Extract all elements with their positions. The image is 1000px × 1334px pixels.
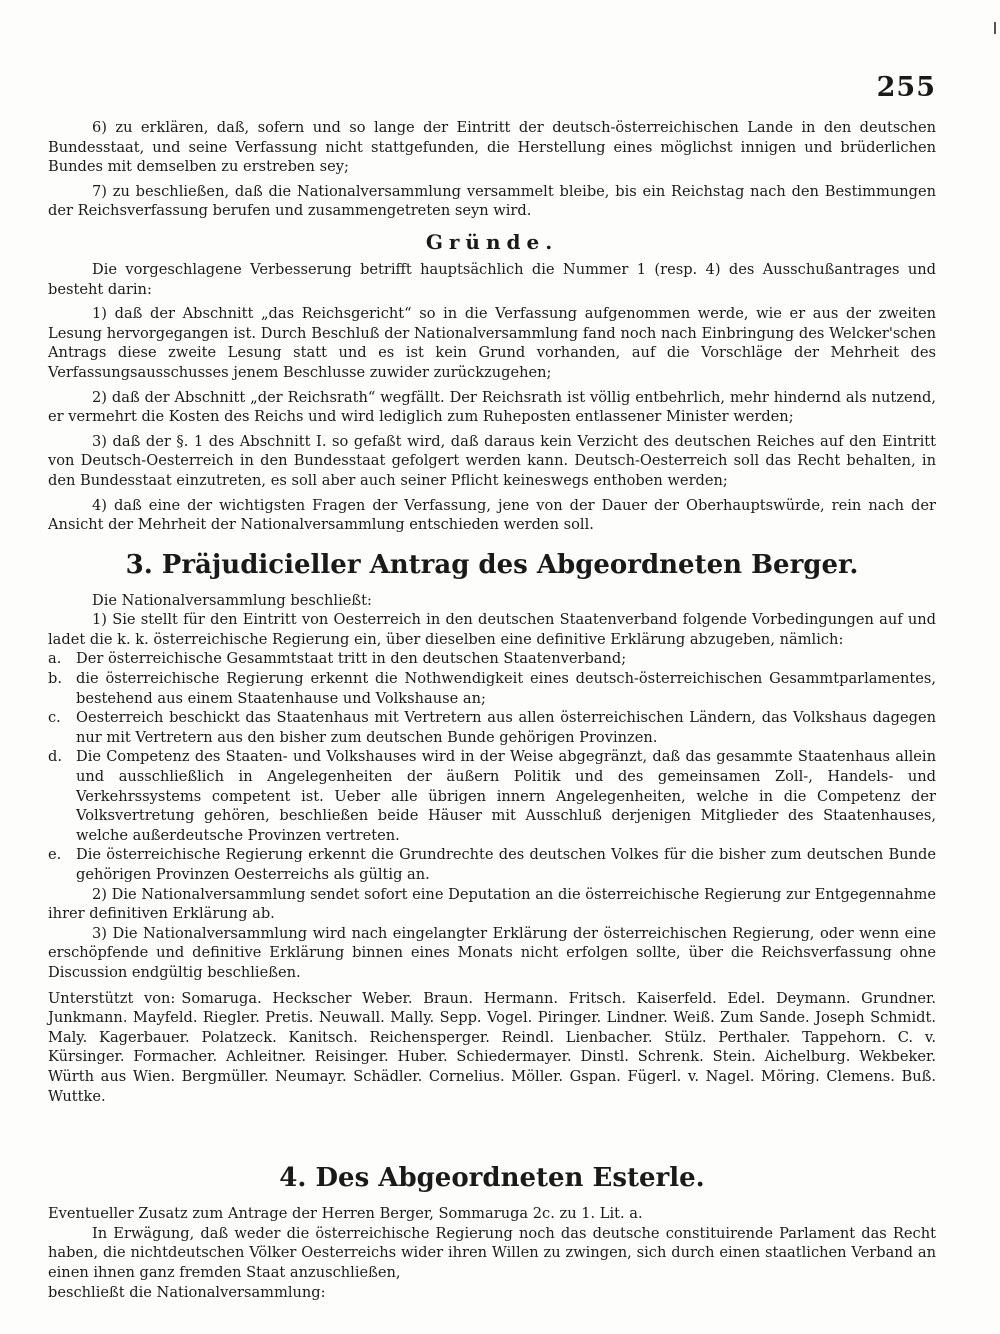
section-3-point-3: 3) Die Nationalversammlung wird nach eingelangter Erklärung der österreichischen Regierung, oder wenn eine erschöpfende und definitive Erklärung binnen eines Monats nicht erfolgen sollte, über die Reichsverfassung ohne Discussion endgültig beschließen. [48,924,936,981]
supporters-label: Unterstützt von: [48,989,176,1007]
letter-label: e. [48,846,62,864]
supporters-list [48,989,936,1107]
letter-item-d [48,747,936,845]
letter-label: b. [48,670,62,688]
gruende-intro: Die vorgeschlagene Verbesserung betrifft hauptsächlich die Nummer 1 (resp. 4) des Ausschußantrages und besteht darin: [48,260,936,298]
item-7: 7) zu beschließen, daß die Nationalversammlung versammelt bleibe, bis ein Reichstag nach den Bestimmungen der Reichsverfassung berufen und zusammengetreten seyn wird. [48,182,936,220]
letter-text: Die Competenz des Staaten- und Volkshauses wird in der Weise abgegränzt, daß das gesammte Staatenhaus allein und ausschließlich in Angelegenheiten der äußern Politik und des gemeinsamen Zoll-, Handels- und Verkehrssystems competent ist. Ueber alle übrigen innern Angelegenheiten, welche in die Competenz der Volksvertretung gehören, beschließen beide Häuser mit Ausschluß derjenigen Mitglieder des Staatenhauses, welche außerdeutsche Provinzen vertreten. [76,748,936,844]
section-3-title: 3. Präjudicieller Antrag des Abgeordneten Berger. [125,549,859,580]
letter-text: die österreichische Regierung erkennt die Nothwendigkeit eines deutsch-österreichischen Gesammtparlamentes, bestehend aus einem Staatenhause und Volkshause an; [76,670,936,707]
section-4-title: 4. Des Abgeordneten Esterle. [279,1163,705,1194]
gruende-item-3: 3) daß der §. 1 des Abschnitt I. so gefaßt wird, daß daraus kein Verzicht des deutschen Reiches auf den Eintritt von Deutsch-Oesterreich in den Bundesstaat gefolgert werden kann. Deutsch-Oesterreich soll das Recht behalten, in den Bundesstaat einzutreten, es soll aber auch seiner Pflicht keineswegs enthoben werden; [48,432,936,489]
supporters-names: Somaruga. Heckscher Weber. Braun. Hermann. Fritsch. Kaiserfeld. Edel. Deymann. Grundner. Junkmann. Mayfeld. Riegler. Pretis. Neuwall. Mally. Sepp. Vogel. Piringer. Lindner. Weiß. Zum Sande. Joseph Schmidt. Maly. Kagerbauer. Polatzeck. Kanitsch. Reichensperger. Reindl. Lienbacher. Stülz. Perthaler. Tappehorn. C. v. Kürsinger. Formacher. Achleitner. Reisinger. Huber. Schiedermayer. Dinstl. Schrenk. Stein. Aichelburg. Wekbeker. Würth aus Wien. Bergmüller. Neumayr. Schädler. Cornelius. Möller. Gspan. Fügerl. v. Nagel. Möring. Clemens. Buß. Wuttke. [48,989,936,1105]
letter-item-e [48,845,936,884]
item-6: 6) zu erklären, daß, sofern und so lange der Eintritt der deutsch-österreichischen Lande in den deutschen Bundesstaat, und seine Verfassung nicht stattgefunden, die Herstellung eines möglichst innigen und brüderlichen Bundes mit demselben zu erstreben sey; [48,119,936,176]
letter-item-c [48,708,936,747]
letter-text: Der österreichische Gesammtstaat tritt in den deutschen Staatenverband; [76,650,627,668]
letter-label: a. [48,650,62,668]
letter-item-b [48,669,936,708]
letter-text: Oesterreich beschickt das Staatenhaus mit Vertretern aus allen österreichischen Ländern, das Volkshaus dagegen nur mit Vertretern aus den bisher zum deutschen Bunde gehörigen Provinzen. [76,709,936,746]
gruende-item-2: 2) daß der Abschnitt „der Reichsrath“ wegfällt. Der Reichsrath ist völlig entbehrlich, mehr hindernd als nutzend, er vermehrt die Kosten des Reichs und wird lediglich zum Ruheposten entlassener Minister werden; [48,388,936,426]
letter-text: Die österreichische Regierung erkennt die Grundrechte des deutschen Volkes für die bisher zum deutschen Bunde gehörigen Provinzen Oesterreichs als gültig an. [76,846,936,883]
section-3-intro: Die Nationalversammlung beschließt: [92,591,372,609]
section-4-line-1: Eventueller Zusatz zum Antrage der Herren Berger, Sommaruga 2c. zu 1. Lit. a. [48,1205,643,1223]
letter-label: d. [48,748,62,766]
page-number: 255 [876,72,936,103]
gruende-item-4: 4) daß eine der wichtigsten Fragen der Verfassung, jene von der Dauer der Oberhauptswürde, rein nach der Ansicht der Mehrheit der Nationalversammlung entschieden werden soll. [48,496,936,534]
letter-item-a [48,649,936,669]
section-4-paragraph: In Erwägung, daß weder die österreichische Regierung noch das deutsche constituirende Parlament das Recht haben, die nichtdeutschen Völker Oesterreichs wider ihren Willen zu zwingen, sich durch einen staatlichen Verband an einen ihnen ganz fremden Staat anzuschließen, [48,1224,936,1281]
scan-edge-mark [994,22,996,34]
section-3-point-2: 2) Die Nationalversammlung sendet sofort eine Deputation an die österreichische Regierung zur Entgegennahme ihrer definitiven Erklärung ab. [48,885,936,923]
section-4-last-line: beschließt die Nationalversammlung: [48,1283,326,1301]
letter-label: c. [48,709,61,727]
gruende-heading: Gründe. [425,229,559,254]
page-content [48,118,936,1302]
section-3-point-1: 1) Sie stellt für den Eintritt von Oesterreich in den deutschen Staatenverband folgende Vorbedingungen auf und ladet die k. k. österreichische Regierung ein, über dieselben eine definitive Erklärung abzugeben, nämlich: [48,611,936,648]
gruende-item-1: 1) daß der Abschnitt „das Reichsgericht“ so in die Verfassung aufgenommen werde, wie er aus der zweiten Lesung hervorgegangen ist. Durch Beschluß der Nationalversammlung fand noch nach Einbringung des Welcker'schen Antrags diese zweite Lesung statt und es ist kein Grund vorhanden, auf die Vorschläge der Mehrheit des Verfassungsausschusses jenem Beschlusse zuwider zurückzugehen; [48,305,936,381]
